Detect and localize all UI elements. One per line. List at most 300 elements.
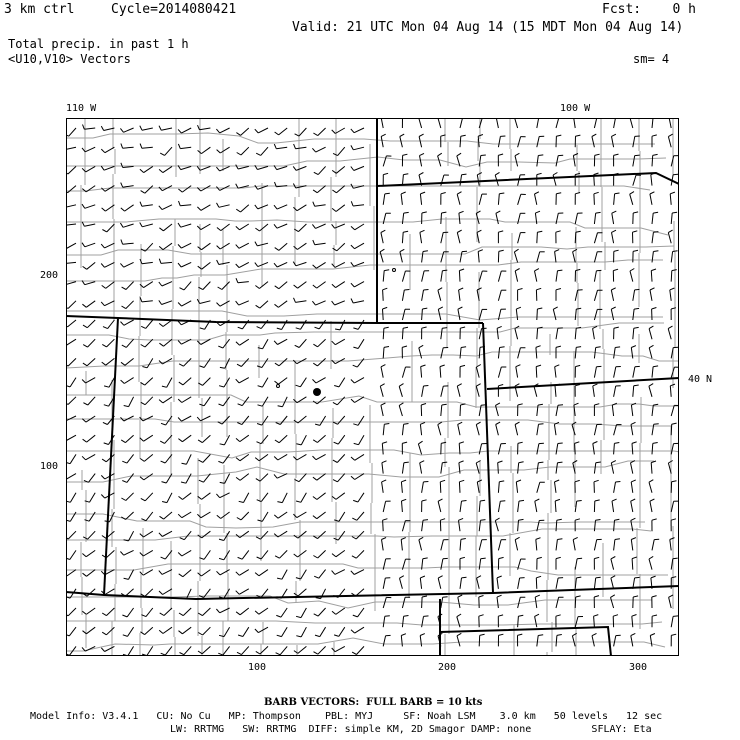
barb-feather: [293, 166, 296, 170]
barb-feather: [277, 578, 282, 579]
barb-feather: [420, 153, 425, 155]
barb-feather: [351, 457, 355, 460]
barb-feather: [162, 386, 167, 387]
barb-feather: [104, 443, 109, 445]
county-line: [66, 564, 668, 575]
barb-feather: [332, 554, 336, 557]
barb-feather: [480, 634, 485, 635]
barb-shaft: [202, 435, 210, 442]
barb-feather: [82, 304, 86, 307]
barb-feather: [314, 652, 318, 655]
barb-shaft: [108, 320, 115, 329]
barb-shaft: [671, 405, 674, 416]
barb-feather: [499, 193, 504, 194]
barb-shaft: [401, 636, 402, 647]
barb-feather: [333, 402, 337, 404]
barb-feather: [457, 153, 461, 156]
barb-shaft: [124, 128, 134, 132]
barb-shaft: [105, 243, 115, 248]
barb-shaft: [420, 463, 422, 474]
barb-feather: [611, 288, 615, 290]
barb-shaft: [68, 358, 76, 366]
barb-shaft: [671, 424, 672, 435]
barb-shaft: [318, 646, 326, 654]
barb-shaft: [123, 186, 134, 188]
barb-feather: [498, 461, 503, 463]
barb-shaft: [496, 425, 499, 436]
barb-shaft: [202, 262, 211, 269]
barb-shaft: [145, 493, 153, 501]
barb-shaft: [556, 520, 557, 531]
barb-feather: [635, 155, 640, 156]
barb-shaft: [671, 616, 673, 627]
barb-shaft: [358, 608, 365, 617]
smoothing-label: sm= 4: [633, 52, 670, 66]
barb-shaft: [382, 482, 384, 493]
barb-shaft: [633, 156, 635, 167]
barb-shaft: [85, 282, 96, 285]
barb-shaft: [88, 531, 96, 539]
barb-shaft: [498, 348, 499, 359]
barb-shaft: [441, 348, 443, 359]
barb-feather: [159, 300, 162, 304]
barb-feather: [236, 572, 240, 576]
barb-feather: [615, 347, 620, 348]
barb-shaft: [220, 166, 230, 171]
barb-shaft: [201, 570, 210, 576]
barb-shaft: [127, 454, 134, 463]
barb-feather: [500, 501, 505, 502]
barb-feather: [352, 652, 356, 654]
barb-feather: [519, 519, 524, 520]
barb-shaft: [297, 205, 306, 211]
barb-feather: [419, 345, 423, 348]
barb-feather: [516, 307, 521, 309]
barb-shaft: [240, 339, 249, 345]
barb-feather: [218, 287, 222, 290]
barb-feather: [668, 134, 672, 137]
barb-feather: [576, 577, 581, 578]
barb-shaft: [282, 627, 288, 636]
county-line: [66, 621, 662, 625]
barb-feather: [496, 403, 500, 406]
barb-feather: [161, 653, 166, 655]
barb-shaft: [239, 589, 249, 595]
barb-shaft: [631, 636, 633, 647]
barb-shaft: [649, 482, 652, 493]
barb-shaft: [479, 635, 480, 646]
barb-feather: [236, 133, 240, 136]
barb-shaft: [317, 493, 326, 500]
barb-feather: [499, 634, 504, 635]
county-line: [66, 395, 679, 407]
border-wy-co-north: [66, 316, 483, 323]
barb-shaft: [166, 474, 172, 483]
barb-shaft: [652, 118, 653, 128]
barb-feather: [458, 422, 463, 424]
barb-feather: [180, 653, 184, 655]
county-line: [66, 514, 645, 528]
barb-shaft: [422, 271, 425, 282]
barb-feather: [668, 230, 672, 233]
barb-shaft: [441, 540, 444, 551]
barb-feather: [459, 461, 464, 463]
barb-feather: [461, 539, 466, 540]
barb-shaft: [612, 232, 614, 243]
barb-feather: [556, 346, 561, 347]
barb-feather: [334, 442, 339, 444]
barb-shaft: [339, 627, 345, 636]
barb-feather: [478, 135, 483, 137]
barb-feather: [104, 405, 109, 407]
barb-shaft: [401, 540, 402, 551]
barb-feather: [576, 347, 581, 348]
barb-shaft: [144, 474, 153, 480]
barb-feather: [200, 366, 205, 368]
barb-shaft: [337, 186, 345, 193]
barb-feather: [159, 228, 163, 231]
barb-shaft: [652, 213, 653, 224]
barb-shaft: [537, 232, 538, 243]
barb-shaft: [383, 194, 385, 205]
barb-shaft: [553, 175, 556, 186]
barb-feather: [632, 442, 637, 444]
barb-feather: [515, 153, 519, 155]
barb-shaft: [66, 435, 76, 440]
barb-feather: [384, 424, 389, 425]
barb-feather: [653, 366, 658, 367]
barb-feather: [671, 577, 676, 578]
barb-feather: [631, 422, 636, 424]
barb-feather: [458, 595, 462, 597]
x-tick-100: 100: [248, 662, 267, 673]
barb-feather: [594, 173, 599, 175]
barb-feather: [313, 190, 317, 193]
barb-feather: [333, 460, 337, 462]
barb-feather: [612, 499, 617, 501]
barb-shaft: [126, 512, 134, 520]
barb-feather: [295, 345, 300, 347]
barb-feather: [140, 459, 144, 462]
barb-shaft: [69, 128, 76, 136]
barb-shaft: [298, 531, 307, 538]
barb-shaft: [649, 348, 652, 359]
barb-shaft: [355, 627, 364, 633]
barb-shaft: [161, 128, 172, 130]
barb-shaft: [400, 252, 403, 263]
barb-shaft: [203, 282, 211, 290]
barb-shaft: [318, 608, 326, 616]
barb-feather: [294, 298, 296, 303]
barb-shaft: [318, 166, 325, 174]
barb-shaft: [381, 233, 383, 244]
barb-shaft: [279, 128, 288, 135]
barb-feather: [140, 202, 142, 207]
barb-shaft: [85, 243, 95, 247]
barb-shaft: [258, 262, 268, 266]
barb-feather: [255, 228, 259, 231]
barb-feather: [198, 613, 202, 616]
barb-shaft: [441, 463, 443, 474]
barb-shaft: [592, 137, 595, 148]
barb-shaft: [612, 136, 614, 147]
barb-feather: [275, 556, 279, 558]
barb-feather: [161, 461, 166, 463]
barb-feather: [652, 615, 657, 616]
barb-shaft: [383, 520, 384, 531]
barb-feather: [499, 481, 504, 482]
barb-shaft: [459, 482, 460, 493]
barb-feather: [497, 326, 502, 328]
barb-shaft: [162, 205, 172, 210]
barb-feather: [256, 537, 260, 539]
barb-feather: [197, 417, 200, 421]
barb-feather: [142, 367, 147, 368]
barb-shaft: [631, 482, 633, 493]
barb-shaft: [458, 597, 460, 608]
barb-feather: [383, 173, 388, 174]
barb-feather: [313, 133, 317, 136]
barb-shaft: [335, 301, 345, 305]
barb-feather: [576, 308, 581, 309]
barb-feather: [461, 404, 466, 405]
barb-shaft: [315, 243, 326, 245]
barb-shaft: [518, 137, 521, 148]
barb-shaft: [518, 233, 521, 244]
barb-feather: [556, 231, 561, 232]
barb-feather: [313, 440, 317, 443]
barb-shaft: [203, 454, 211, 462]
barb-shaft: [162, 301, 172, 305]
barb-feather: [161, 557, 166, 559]
barb-shaft: [537, 424, 539, 435]
barb-shaft: [257, 243, 268, 246]
barb-shaft: [167, 378, 172, 388]
barb-feather: [596, 212, 601, 213]
barb-shaft: [402, 501, 403, 512]
county-line: [66, 461, 654, 482]
city-marker-small-2: [393, 269, 396, 272]
barb-feather: [633, 212, 638, 213]
barb-feather: [274, 341, 277, 345]
barb-shaft: [418, 444, 421, 455]
barb-feather: [420, 230, 425, 232]
barb-shaft: [632, 443, 633, 454]
barb-feather: [596, 520, 601, 521]
barb-shaft: [242, 646, 249, 654]
barb-shaft: [518, 616, 519, 627]
barb-feather: [255, 242, 257, 246]
barb-feather: [575, 519, 580, 520]
barb-shaft: [572, 636, 575, 647]
barb-feather: [83, 363, 87, 366]
barb-feather: [333, 153, 338, 155]
barb-shaft: [575, 443, 576, 454]
barb-feather: [632, 557, 637, 559]
barb-feather: [238, 404, 243, 406]
barb-shaft: [651, 175, 652, 186]
barb-feather: [653, 212, 658, 213]
barb-shaft: [257, 166, 268, 169]
barb-shaft: [87, 320, 95, 328]
barb-shaft: [518, 194, 521, 205]
barb-shaft: [85, 205, 95, 209]
barb-feather: [332, 130, 336, 134]
barb-shaft: [204, 550, 210, 559]
barb-shaft: [319, 320, 325, 329]
barb-shaft: [224, 589, 230, 598]
barb-feather: [101, 648, 104, 652]
barb-feather: [238, 327, 243, 329]
barb-shaft: [201, 512, 210, 518]
barb-feather: [631, 499, 636, 501]
barb-feather: [418, 441, 422, 444]
barb-feather: [352, 556, 356, 558]
barb-feather: [274, 474, 277, 478]
barb-feather: [101, 302, 104, 306]
barb-shaft: [611, 290, 613, 301]
barb-shaft: [419, 348, 422, 359]
barb-feather: [670, 192, 675, 194]
barb-feather: [294, 554, 298, 557]
barb-feather: [401, 634, 406, 636]
barb-shaft: [240, 224, 249, 230]
barb-shaft: [420, 232, 422, 243]
barb-shaft: [593, 386, 595, 397]
barb-feather: [496, 211, 500, 213]
barb-shaft: [438, 425, 441, 436]
barb-feather: [631, 633, 636, 635]
barb-feather: [459, 442, 464, 444]
barb-shaft: [317, 282, 326, 289]
barb-feather: [438, 307, 443, 309]
barb-shaft: [518, 348, 521, 359]
barb-feather: [314, 172, 318, 174]
barb-feather: [237, 364, 241, 366]
barb-feather: [82, 222, 84, 226]
barb-feather: [460, 365, 465, 366]
barb-shaft: [479, 329, 481, 340]
barb-feather: [424, 290, 429, 291]
barb-feather: [159, 533, 162, 537]
barb-shaft: [441, 252, 444, 263]
barb-shaft: [574, 118, 576, 128]
barb-shaft: [476, 367, 479, 378]
barb-shaft: [515, 271, 517, 282]
barb-feather: [497, 595, 502, 597]
barb-shaft: [278, 454, 287, 460]
barb-feather: [404, 616, 409, 617]
barb-feather: [575, 365, 580, 366]
barb-feather: [255, 458, 259, 461]
barb-feather: [614, 443, 619, 444]
barb-feather: [353, 365, 358, 367]
barb-shaft: [335, 339, 345, 345]
barb-feather: [220, 444, 225, 445]
barb-shaft: [631, 540, 633, 551]
barb-shaft: [671, 444, 673, 455]
barb-feather: [596, 577, 601, 578]
barb-shaft: [145, 589, 153, 597]
barb-feather: [296, 444, 301, 445]
barb-shaft: [240, 531, 249, 537]
barb-feather: [516, 480, 521, 482]
barb-feather: [332, 264, 335, 268]
barb-feather: [404, 462, 409, 463]
barb-shaft: [650, 636, 652, 647]
barb-shaft: [556, 444, 558, 455]
barb-shaft: [671, 501, 673, 512]
barb-feather: [102, 344, 106, 347]
barb-shaft: [402, 309, 405, 320]
county-line: [66, 529, 651, 540]
barb-shaft: [184, 282, 191, 290]
barb-feather: [141, 191, 145, 194]
barb-shaft: [631, 405, 632, 416]
barb-shaft: [614, 348, 616, 359]
barb-shaft: [650, 194, 652, 205]
barb-feather: [258, 405, 263, 406]
barb-feather: [460, 327, 465, 328]
barb-shaft: [106, 550, 114, 557]
barb-shaft: [124, 378, 133, 384]
barb-feather: [82, 243, 85, 247]
barb-shaft: [440, 367, 441, 378]
barb-feather: [594, 557, 599, 558]
barb-shaft: [165, 646, 172, 655]
barb-shaft: [107, 224, 115, 232]
barb-feather: [333, 248, 337, 251]
barb-feather: [236, 379, 239, 383]
barb-feather: [479, 596, 484, 598]
barb-shaft: [422, 252, 423, 263]
barb-shaft: [259, 570, 268, 576]
barb-shaft: [280, 550, 288, 558]
barb-feather: [219, 558, 224, 559]
barb-feather: [102, 613, 106, 616]
barb-feather: [122, 345, 127, 347]
barb-shaft: [336, 493, 345, 500]
barb-shaft: [202, 531, 211, 538]
barb-shaft: [335, 128, 345, 134]
barb-shaft: [383, 597, 386, 608]
barb-feather: [634, 385, 639, 386]
barb-shaft: [340, 320, 345, 330]
barb-feather: [612, 211, 617, 213]
barb-feather: [557, 519, 562, 520]
barb-shaft: [163, 397, 172, 403]
barb-feather: [382, 461, 387, 463]
barb-shaft: [68, 301, 76, 309]
barb-shaft: [320, 416, 326, 425]
barb-shaft: [68, 320, 77, 327]
barb-shaft: [498, 501, 500, 512]
barb-feather: [399, 384, 403, 387]
barb-shaft: [457, 386, 460, 397]
barb-feather: [82, 554, 86, 557]
barb-shaft: [281, 608, 287, 617]
barb-shaft: [67, 474, 77, 480]
barb-feather: [352, 537, 356, 540]
barb-shaft: [459, 213, 460, 224]
barb-shaft: [105, 262, 115, 267]
barb-feather: [239, 501, 244, 502]
barb-feather: [400, 134, 404, 136]
barb-shaft: [165, 147, 172, 155]
barb-feather: [315, 424, 320, 425]
barb-feather: [255, 185, 258, 189]
barb-feather: [535, 614, 539, 616]
